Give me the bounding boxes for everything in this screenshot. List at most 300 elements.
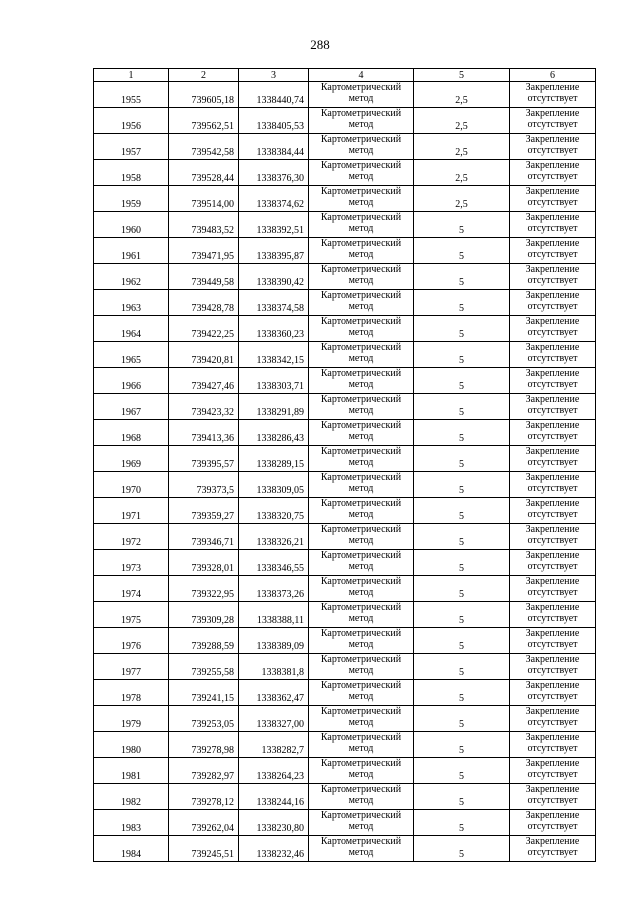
method-line-1: Картометрический — [320, 472, 402, 483]
fixing-line-2: отсутствует — [527, 847, 578, 858]
table-row — [94, 160, 596, 186]
method-cell — [309, 82, 414, 108]
y-coordinate-cell: 1338374,62 — [239, 186, 309, 212]
x-coordinate-cell: 739262,04 — [169, 810, 239, 836]
method-line-2: метод — [348, 769, 374, 780]
fixing-cell — [510, 212, 596, 238]
method-cell — [309, 836, 414, 862]
fixing-line-2: отсутствует — [527, 223, 578, 234]
method-line-1: Картометрический — [320, 602, 402, 613]
fixing-line-2: отсутствует — [527, 639, 578, 650]
fixing-line-1: Закрепление — [525, 316, 580, 327]
method-cell — [309, 264, 414, 290]
x-coordinate-cell: 739309,28 — [169, 602, 239, 628]
fixing-line-2: отсутствует — [527, 327, 578, 338]
fixing-line-2: отсутствует — [527, 743, 578, 754]
table-row — [94, 134, 596, 160]
method-line-1: Картометрический — [320, 394, 402, 405]
point-number-cell: 1969 — [94, 446, 169, 472]
point-number-cell: 1961 — [94, 238, 169, 264]
method-line-2: метод — [348, 405, 374, 416]
method-line-2: метод — [348, 691, 374, 702]
fixing-cell — [510, 576, 596, 602]
accuracy-cell: 5 — [414, 498, 510, 524]
method-line-1: Картометрический — [320, 238, 402, 249]
y-coordinate-cell: 1338320,75 — [239, 498, 309, 524]
fixing-line-2: отсутствует — [527, 509, 578, 520]
method-line-2: метод — [348, 483, 374, 494]
x-coordinate-cell: 739241,15 — [169, 680, 239, 706]
method-line-2: метод — [348, 665, 374, 676]
fixing-line-1: Закрепление — [525, 706, 580, 717]
fixing-line-1: Закрепление — [525, 498, 580, 509]
fixing-cell — [510, 186, 596, 212]
page-number: 288 — [310, 37, 330, 52]
fixing-line-1: Закрепление — [525, 394, 580, 405]
accuracy-cell: 5 — [414, 758, 510, 784]
fixing-line-2: отсутствует — [527, 145, 578, 156]
table-row — [94, 758, 596, 784]
fixing-line-2: отсутствует — [527, 301, 578, 312]
accuracy-cell: 5 — [414, 420, 510, 446]
point-number-cell: 1977 — [94, 654, 169, 680]
fixing-cell — [510, 810, 596, 836]
method-cell — [309, 108, 414, 134]
method-cell — [309, 420, 414, 446]
accuracy-cell: 2,5 — [414, 160, 510, 186]
table-row — [94, 108, 596, 134]
method-cell — [309, 186, 414, 212]
table-row — [94, 420, 596, 446]
method-cell — [309, 550, 414, 576]
method-cell — [309, 316, 414, 342]
point-number-cell: 1975 — [94, 602, 169, 628]
table-row — [94, 186, 596, 212]
fixing-line-2: отсутствует — [527, 795, 578, 806]
method-line-1: Картометрический — [320, 82, 402, 93]
point-number-cell: 1964 — [94, 316, 169, 342]
method-cell — [309, 628, 414, 654]
accuracy-cell: 5 — [414, 316, 510, 342]
y-coordinate-cell: 1338440,74 — [239, 82, 309, 108]
method-line-2: метод — [348, 301, 374, 312]
method-line-1: Картометрический — [320, 134, 402, 145]
point-number-cell: 1973 — [94, 550, 169, 576]
fixing-cell — [510, 628, 596, 654]
accuracy-cell: 5 — [414, 732, 510, 758]
column-header-2: 2 — [169, 69, 239, 82]
x-coordinate-cell: 739413,36 — [169, 420, 239, 446]
fixing-line-1: Закрепление — [525, 524, 580, 535]
fixing-line-1: Закрепление — [525, 836, 580, 847]
method-line-2: метод — [348, 587, 374, 598]
method-line-2: метод — [348, 535, 374, 546]
y-coordinate-cell: 1338395,87 — [239, 238, 309, 264]
point-number-cell: 1980 — [94, 732, 169, 758]
fixing-line-2: отсутствует — [527, 405, 578, 416]
point-number-cell: 1971 — [94, 498, 169, 524]
y-coordinate-cell: 1338373,26 — [239, 576, 309, 602]
method-cell — [309, 238, 414, 264]
accuracy-cell: 2,5 — [414, 134, 510, 160]
y-coordinate-cell: 1338390,42 — [239, 264, 309, 290]
x-coordinate-cell: 739542,58 — [169, 134, 239, 160]
method-line-1: Картометрический — [320, 524, 402, 535]
accuracy-cell: 2,5 — [414, 82, 510, 108]
column-header-1: 1 — [94, 69, 169, 82]
fixing-line-1: Закрепление — [525, 810, 580, 821]
method-cell — [309, 706, 414, 732]
coordinates-table — [93, 68, 596, 862]
table-row — [94, 550, 596, 576]
y-coordinate-cell: 1338264,23 — [239, 758, 309, 784]
method-cell — [309, 394, 414, 420]
table-row — [94, 342, 596, 368]
x-coordinate-cell: 739253,05 — [169, 706, 239, 732]
y-coordinate-cell: 1338230,80 — [239, 810, 309, 836]
accuracy-cell: 5 — [414, 576, 510, 602]
method-line-1: Картометрический — [320, 758, 402, 769]
method-line-1: Картометрический — [320, 342, 402, 353]
fixing-line-2: отсутствует — [527, 379, 578, 390]
point-number-cell: 1972 — [94, 524, 169, 550]
method-line-1: Картометрический — [320, 368, 402, 379]
fixing-cell — [510, 524, 596, 550]
y-coordinate-cell: 1338327,00 — [239, 706, 309, 732]
y-coordinate-cell: 1338244,16 — [239, 784, 309, 810]
fixing-line-2: отсутствует — [527, 457, 578, 468]
x-coordinate-cell: 739373,5 — [169, 472, 239, 498]
fixing-cell — [510, 472, 596, 498]
fixing-line-2: отсутствует — [527, 93, 578, 104]
method-line-2: метод — [348, 457, 374, 468]
accuracy-cell: 5 — [414, 784, 510, 810]
fixing-line-1: Закрепление — [525, 134, 580, 145]
x-coordinate-cell: 739483,52 — [169, 212, 239, 238]
fixing-line-2: отсутствует — [527, 535, 578, 546]
fixing-line-1: Закрепление — [525, 472, 580, 483]
table-row — [94, 82, 596, 108]
y-coordinate-cell: 1338326,21 — [239, 524, 309, 550]
fixing-line-1: Закрепление — [525, 290, 580, 301]
accuracy-cell: 5 — [414, 628, 510, 654]
method-line-1: Картометрический — [320, 706, 402, 717]
method-cell — [309, 784, 414, 810]
point-number-cell: 1979 — [94, 706, 169, 732]
method-line-2: метод — [348, 275, 374, 286]
fixing-line-1: Закрепление — [525, 368, 580, 379]
accuracy-cell: 5 — [414, 550, 510, 576]
fixing-line-2: отсутствует — [527, 821, 578, 832]
y-coordinate-cell: 1338362,47 — [239, 680, 309, 706]
table-row — [94, 836, 596, 862]
y-coordinate-cell: 1338309,05 — [239, 472, 309, 498]
table-row — [94, 628, 596, 654]
table-row — [94, 810, 596, 836]
method-line-1: Картометрический — [320, 732, 402, 743]
accuracy-cell: 2,5 — [414, 186, 510, 212]
table-row — [94, 498, 596, 524]
fixing-cell — [510, 134, 596, 160]
fixing-line-2: отсутствует — [527, 353, 578, 364]
method-line-1: Картометрический — [320, 550, 402, 561]
method-line-2: метод — [348, 379, 374, 390]
x-coordinate-cell: 739359,27 — [169, 498, 239, 524]
fixing-cell — [510, 680, 596, 706]
point-number-cell: 1966 — [94, 368, 169, 394]
point-number-cell: 1959 — [94, 186, 169, 212]
fixing-line-2: отсутствует — [527, 275, 578, 286]
method-line-1: Картометрический — [320, 186, 402, 197]
table-row — [94, 212, 596, 238]
method-cell — [309, 758, 414, 784]
method-cell — [309, 732, 414, 758]
method-line-1: Картометрический — [320, 212, 402, 223]
table-row — [94, 524, 596, 550]
accuracy-cell: 2,5 — [414, 108, 510, 134]
x-coordinate-cell: 739288,59 — [169, 628, 239, 654]
x-coordinate-cell: 739449,58 — [169, 264, 239, 290]
x-coordinate-cell: 739471,95 — [169, 238, 239, 264]
table-row — [94, 472, 596, 498]
method-line-1: Картометрический — [320, 446, 402, 457]
fixing-line-1: Закрепление — [525, 784, 580, 795]
method-line-2: метод — [348, 223, 374, 234]
fixing-cell — [510, 368, 596, 394]
accuracy-cell: 5 — [414, 680, 510, 706]
x-coordinate-cell: 739428,78 — [169, 290, 239, 316]
point-number-cell: 1974 — [94, 576, 169, 602]
column-header-4: 4 — [309, 69, 414, 82]
method-cell — [309, 654, 414, 680]
fixing-line-1: Закрепление — [525, 108, 580, 119]
x-coordinate-cell: 739605,18 — [169, 82, 239, 108]
fixing-line-2: отсутствует — [527, 613, 578, 624]
fixing-cell — [510, 420, 596, 446]
x-coordinate-cell: 739423,32 — [169, 394, 239, 420]
accuracy-cell: 5 — [414, 836, 510, 862]
point-number-cell: 1960 — [94, 212, 169, 238]
method-cell — [309, 446, 414, 472]
method-line-1: Картометрический — [320, 576, 402, 587]
accuracy-cell: 5 — [414, 446, 510, 472]
fixing-cell — [510, 160, 596, 186]
x-coordinate-cell: 739422,25 — [169, 316, 239, 342]
point-number-cell: 1958 — [94, 160, 169, 186]
point-number-cell: 1984 — [94, 836, 169, 862]
method-line-1: Картометрический — [320, 836, 402, 847]
accuracy-cell: 5 — [414, 264, 510, 290]
fixing-line-2: отсутствует — [527, 691, 578, 702]
method-cell — [309, 602, 414, 628]
y-coordinate-cell: 1338376,30 — [239, 160, 309, 186]
x-coordinate-cell: 739427,46 — [169, 368, 239, 394]
method-line-2: метод — [348, 249, 374, 260]
table-row — [94, 680, 596, 706]
fixing-line-2: отсутствует — [527, 665, 578, 676]
column-header-5: 5 — [414, 69, 510, 82]
fixing-cell — [510, 82, 596, 108]
accuracy-cell: 5 — [414, 212, 510, 238]
y-coordinate-cell: 1338291,89 — [239, 394, 309, 420]
table-row — [94, 316, 596, 342]
method-line-2: метод — [348, 171, 374, 182]
fixing-cell — [510, 784, 596, 810]
x-coordinate-cell: 739278,12 — [169, 784, 239, 810]
y-coordinate-cell: 1338360,23 — [239, 316, 309, 342]
x-coordinate-cell: 739346,71 — [169, 524, 239, 550]
accuracy-cell: 5 — [414, 602, 510, 628]
method-line-1: Картометрический — [320, 628, 402, 639]
method-cell — [309, 134, 414, 160]
fixing-line-2: отсутствует — [527, 171, 578, 182]
method-line-2: метод — [348, 431, 374, 442]
method-line-1: Картометрический — [320, 654, 402, 665]
accuracy-cell: 5 — [414, 654, 510, 680]
fixing-cell — [510, 706, 596, 732]
x-coordinate-cell: 739562,51 — [169, 108, 239, 134]
accuracy-cell: 5 — [414, 524, 510, 550]
method-cell — [309, 524, 414, 550]
table-row — [94, 238, 596, 264]
y-coordinate-cell: 1338282,7 — [239, 732, 309, 758]
x-coordinate-cell: 739255,58 — [169, 654, 239, 680]
method-line-1: Картометрический — [320, 810, 402, 821]
fixing-cell — [510, 550, 596, 576]
x-coordinate-cell: 739420,81 — [169, 342, 239, 368]
fixing-line-2: отсутствует — [527, 249, 578, 260]
y-coordinate-cell: 1338232,46 — [239, 836, 309, 862]
fixing-cell — [510, 732, 596, 758]
x-coordinate-cell: 739395,57 — [169, 446, 239, 472]
point-number-cell: 1970 — [94, 472, 169, 498]
fixing-cell — [510, 836, 596, 862]
y-coordinate-cell: 1338346,55 — [239, 550, 309, 576]
table-row — [94, 706, 596, 732]
fixing-line-2: отсутствует — [527, 119, 578, 130]
fixing-cell — [510, 264, 596, 290]
method-line-2: метод — [348, 639, 374, 650]
method-line-2: метод — [348, 509, 374, 520]
table-row — [94, 654, 596, 680]
method-line-1: Картометрический — [320, 108, 402, 119]
x-coordinate-cell: 739528,44 — [169, 160, 239, 186]
method-line-2: метод — [348, 717, 374, 728]
y-coordinate-cell: 1338286,43 — [239, 420, 309, 446]
method-line-2: метод — [348, 743, 374, 754]
table-row — [94, 394, 596, 420]
method-line-1: Картометрический — [320, 290, 402, 301]
point-number-cell: 1968 — [94, 420, 169, 446]
table-header-row — [94, 69, 596, 82]
accuracy-cell: 5 — [414, 238, 510, 264]
method-line-2: метод — [348, 821, 374, 832]
y-coordinate-cell: 1338388,11 — [239, 602, 309, 628]
method-line-1: Картометрический — [320, 784, 402, 795]
x-coordinate-cell: 739245,51 — [169, 836, 239, 862]
point-number-cell: 1965 — [94, 342, 169, 368]
method-line-1: Картометрический — [320, 264, 402, 275]
fixing-line-1: Закрепление — [525, 628, 580, 639]
fixing-line-1: Закрепление — [525, 654, 580, 665]
fixing-line-1: Закрепление — [525, 602, 580, 613]
fixing-cell — [510, 758, 596, 784]
method-line-2: метод — [348, 197, 374, 208]
fixing-line-1: Закрепление — [525, 160, 580, 171]
fixing-cell — [510, 108, 596, 134]
fixing-line-2: отсутствует — [527, 431, 578, 442]
fixing-cell — [510, 602, 596, 628]
method-line-2: метод — [348, 145, 374, 156]
method-line-1: Картометрический — [320, 680, 402, 691]
method-line-2: метод — [348, 93, 374, 104]
fixing-line-1: Закрепление — [525, 446, 580, 457]
fixing-line-1: Закрепление — [525, 212, 580, 223]
method-line-2: метод — [348, 327, 374, 338]
column-header-6: 6 — [510, 69, 596, 82]
fixing-cell — [510, 316, 596, 342]
point-number-cell: 1957 — [94, 134, 169, 160]
method-cell — [309, 368, 414, 394]
fixing-cell — [510, 498, 596, 524]
fixing-line-1: Закрепление — [525, 420, 580, 431]
x-coordinate-cell: 739278,98 — [169, 732, 239, 758]
accuracy-cell: 5 — [414, 706, 510, 732]
fixing-cell — [510, 342, 596, 368]
y-coordinate-cell: 1338381,8 — [239, 654, 309, 680]
method-cell — [309, 576, 414, 602]
method-line-2: метод — [348, 353, 374, 364]
point-number-cell: 1982 — [94, 784, 169, 810]
fixing-line-1: Закрепление — [525, 576, 580, 587]
point-number-cell: 1981 — [94, 758, 169, 784]
y-coordinate-cell: 1338405,53 — [239, 108, 309, 134]
x-coordinate-cell: 739514,00 — [169, 186, 239, 212]
fixing-line-1: Закрепление — [525, 186, 580, 197]
method-line-2: метод — [348, 119, 374, 130]
point-number-cell: 1976 — [94, 628, 169, 654]
accuracy-cell: 5 — [414, 290, 510, 316]
fixing-cell — [510, 290, 596, 316]
y-coordinate-cell: 1338384,44 — [239, 134, 309, 160]
fixing-line-1: Закрепление — [525, 238, 580, 249]
fixing-line-1: Закрепление — [525, 758, 580, 769]
method-line-1: Картометрический — [320, 420, 402, 431]
accuracy-cell: 5 — [414, 368, 510, 394]
accuracy-cell: 5 — [414, 394, 510, 420]
method-cell — [309, 160, 414, 186]
method-cell — [309, 290, 414, 316]
accuracy-cell: 5 — [414, 810, 510, 836]
method-line-1: Картометрический — [320, 160, 402, 171]
column-header-3: 3 — [239, 69, 309, 82]
method-line-2: метод — [348, 561, 374, 572]
fixing-line-1: Закрепление — [525, 732, 580, 743]
fixing-line-2: отсутствует — [527, 587, 578, 598]
point-number-cell: 1967 — [94, 394, 169, 420]
x-coordinate-cell: 739322,95 — [169, 576, 239, 602]
point-number-cell: 1963 — [94, 290, 169, 316]
table-row — [94, 732, 596, 758]
method-cell — [309, 498, 414, 524]
y-coordinate-cell: 1338289,15 — [239, 446, 309, 472]
fixing-line-2: отсутствует — [527, 769, 578, 780]
method-line-1: Картометрический — [320, 316, 402, 327]
table-row — [94, 264, 596, 290]
table-row — [94, 446, 596, 472]
fixing-line-2: отсутствует — [527, 561, 578, 572]
fixing-cell — [510, 394, 596, 420]
